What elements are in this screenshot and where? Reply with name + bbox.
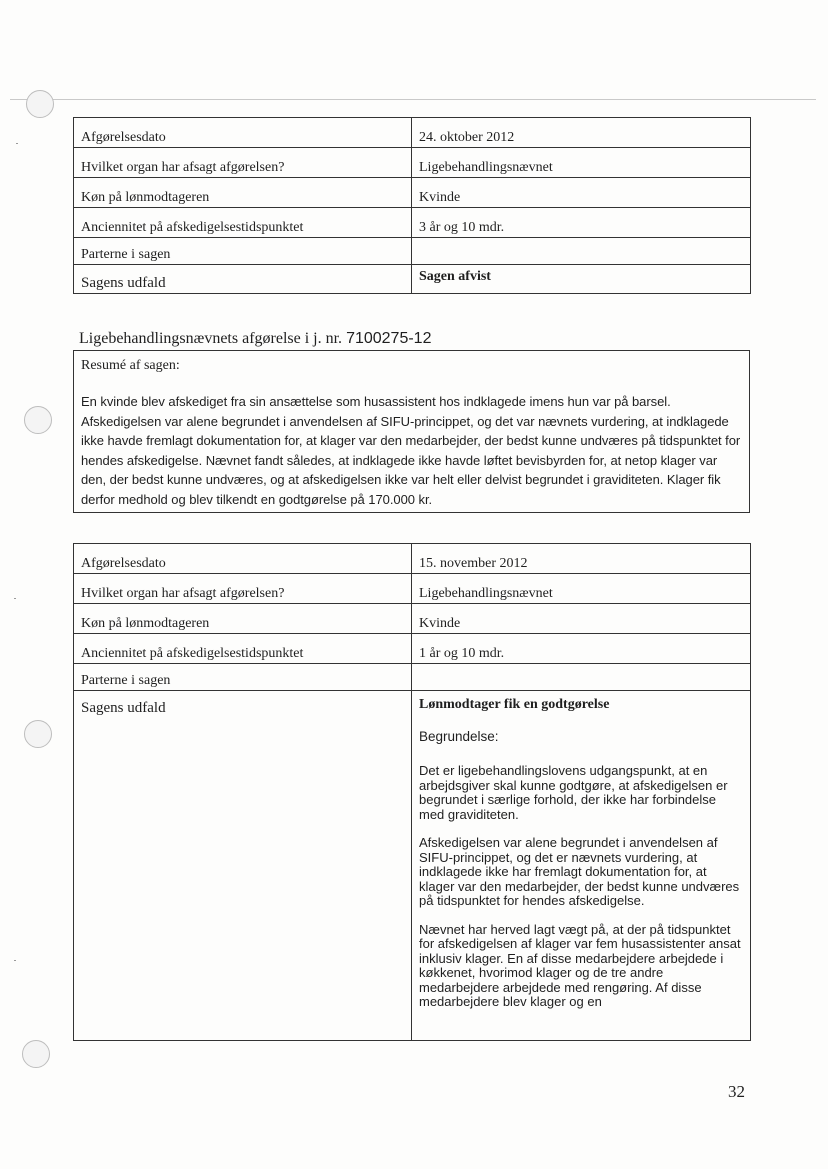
- table-row: [74, 574, 751, 604]
- punch-hole: [24, 406, 52, 434]
- case-heading-prefix: Ligebehandlingsnævnets afgørelse i j. nr.: [79, 330, 347, 347]
- row-label: Hvilket organ har afsagt afgørelsen?: [74, 148, 412, 178]
- row-value: Ligebehandlingsnævnet: [412, 574, 751, 604]
- row-value: Kvinde: [412, 178, 751, 208]
- table-row: [74, 544, 751, 574]
- row-label: Hvilket organ har afsagt afgørelsen?: [74, 574, 412, 604]
- outcome-cell: [412, 691, 751, 1041]
- decision-table-2: [73, 543, 751, 1041]
- table-row: [74, 265, 751, 294]
- reason-paragraph: Afskedigelsen var alene begrundet i anvendelsen af SIFU-princippet, og det er nævnets vurdering, at indklagede ikke har fremlagt dokumentation for, at klager var den medarbejder, der bedst kunne undværes på tidspunktet for hendes afskedigelse.: [419, 835, 740, 908]
- row-value: [412, 664, 751, 691]
- reason-paragraph: Nævnet har herved lagt vægt på, at der på tidspunktet for afskedigelsen af klager var fem husassistenter ansat inklusiv klager. En af disse medarbejdere arbejdede i køkkenet, hvorimod klager og de tre andre medarbejdere arbejdede med rengøring. Af disse medarbejdere blev klager og en: [419, 921, 741, 1009]
- row-value: 15. november 2012: [412, 544, 751, 574]
- row-value: 1 år og 10 mdr.: [412, 634, 751, 664]
- row-label: Anciennitet på afskedigelsestidspunktet: [74, 634, 412, 664]
- table-row: [74, 664, 751, 691]
- row-label: Parterne i sagen: [74, 238, 412, 265]
- case-number: 7100275-12: [346, 330, 432, 347]
- table-row: [74, 148, 751, 178]
- row-label: Afgørelsesdato: [74, 544, 412, 574]
- decision-table-1: [73, 117, 751, 294]
- table-row: [74, 118, 751, 148]
- case-heading: [79, 330, 431, 348]
- row-value: 3 år og 10 mdr.: [412, 208, 751, 238]
- row-label: Sagens udfald: [74, 265, 412, 294]
- row-label: Anciennitet på afskedigelsestidspunktet: [74, 208, 412, 238]
- summary-text: En kvinde blev afskediget fra sin ansættelse som husassistent hos indklagede imens hun var på barsel. Afskedigelsen var alene begrundet i anvendelsen af SIFU-princippet, og det var nævnets vurdering, at indklagede ikke havde fremlagt dokumentation for, at klager var den medarbejder, der bedst kunne undværes på tidspunktet for hendes afskedigelse. Nævnet fandt således, at indklagede ikke havde løftet bevisbyrden for, at netop klager var den, der bedst kunne undværes, og at afskedigelsen ikke var helt eller delvist begrundet i graviditeten. Klager fik derfor medhold og blev tilkendt en godtgørelse på 170.000 kr.: [81, 394, 741, 507]
- outcome-title: Lønmodtager fik en godtgørelse: [419, 697, 610, 712]
- table-row: [74, 691, 751, 1041]
- scan-speck: [14, 960, 16, 961]
- punch-hole: [26, 90, 54, 118]
- row-value: Ligebehandlingsnævnet: [412, 148, 751, 178]
- table-row: [74, 208, 751, 238]
- row-value: [412, 238, 751, 265]
- table-row: [74, 238, 751, 265]
- scan-speck: [14, 598, 16, 599]
- table-row: [74, 634, 751, 664]
- table-row: [74, 604, 751, 634]
- row-value: Kvinde: [412, 604, 751, 634]
- summary-label: Resumé af sagen:: [81, 358, 180, 373]
- outcome-value: Sagen afvist: [412, 265, 751, 294]
- reason-label: Begrundelse:: [419, 729, 499, 744]
- row-label: Parterne i sagen: [74, 664, 412, 691]
- table-row: [74, 178, 751, 208]
- page-number: 32: [728, 1082, 745, 1101]
- row-label: Køn på lønmodtageren: [74, 604, 412, 634]
- outcome-content: [419, 697, 743, 1040]
- top-rule: [10, 99, 816, 100]
- row-label: Køn på lønmodtageren: [74, 178, 412, 208]
- punch-hole: [24, 720, 52, 748]
- row-label: Afgørelsesdato: [74, 118, 412, 148]
- row-label: Sagens udfald: [74, 691, 412, 1041]
- scan-speck: [16, 143, 18, 144]
- reason-paragraph: Det er ligebehandlingslovens udgangspunkt, at en arbejdsgiver skal kunne godtgøre, at afskedigelsen er begrundet i særlige forhold, der ikke har forbindelse med graviditeten.: [419, 763, 728, 822]
- punch-hole: [22, 1040, 50, 1068]
- row-value: 24. oktober 2012: [412, 118, 751, 148]
- summary-box: [73, 350, 750, 513]
